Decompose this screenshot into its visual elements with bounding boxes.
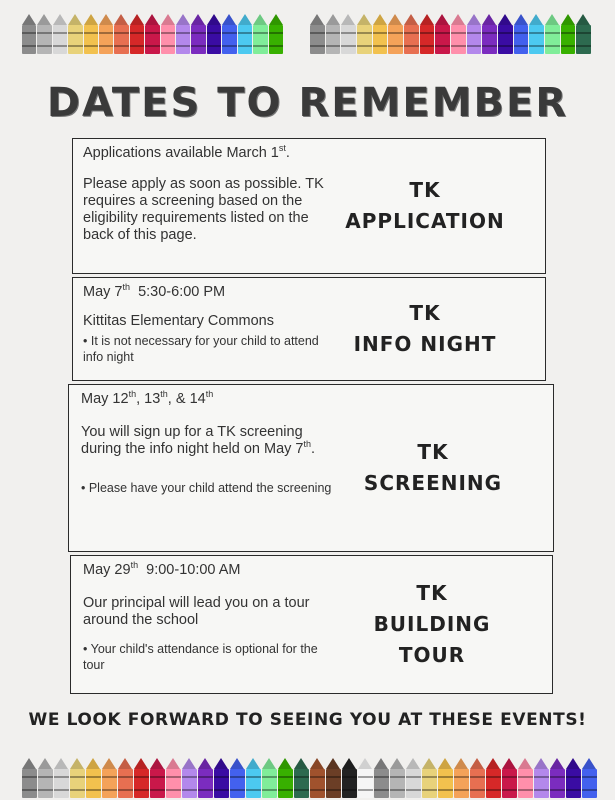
crayon-icon <box>545 14 561 54</box>
crayon-icon <box>326 758 342 798</box>
crayon-icon <box>230 758 246 798</box>
crayon-icon <box>486 758 502 798</box>
crayon-icon <box>214 758 230 798</box>
crayon-icon <box>161 14 176 54</box>
crayon-icon <box>529 14 545 54</box>
crayon-icon <box>198 758 214 798</box>
crayon-icon <box>438 758 454 798</box>
crayon-border-top-right <box>310 14 592 54</box>
crayon-icon <box>207 14 222 54</box>
crayon-icon <box>566 758 582 798</box>
crayon-icon <box>53 14 68 54</box>
crayon-icon <box>145 14 160 54</box>
event-note: • Your child's attendance is optional for the tour <box>83 642 318 672</box>
crayon-icon <box>467 14 483 54</box>
event-description: You will sign up for a TK screening during the info night held on May 7th. <box>81 424 316 457</box>
crayon-icon <box>38 758 54 798</box>
crayon-icon <box>341 14 357 54</box>
crayon-icon <box>166 758 182 798</box>
crayon-icon <box>482 14 498 54</box>
crayon-icon <box>406 758 422 798</box>
crayon-icon <box>518 758 534 798</box>
crayon-icon <box>582 758 598 798</box>
crayon-icon <box>454 758 470 798</box>
crayon-icon <box>534 758 550 798</box>
crayon-icon <box>86 758 102 798</box>
crayon-icon <box>310 14 326 54</box>
crayon-icon <box>262 758 278 798</box>
crayon-icon <box>176 14 191 54</box>
event-date: May 29th 9:00-10:00 AM <box>83 560 241 578</box>
crayon-icon <box>22 758 38 798</box>
crayon-icon <box>514 14 530 54</box>
crayon-icon <box>134 758 150 798</box>
crayon-icon <box>422 758 438 798</box>
crayon-icon <box>576 14 592 54</box>
event-name: TK APPLICATION <box>345 178 505 233</box>
crayon-icon <box>374 758 390 798</box>
crayon-icon <box>269 14 284 54</box>
event-date: May 12th, 13th, & 14th <box>81 389 214 407</box>
event-card-screening <box>68 384 554 552</box>
crayon-icon <box>222 14 237 54</box>
event-details <box>83 562 338 673</box>
crayon-icon <box>102 758 118 798</box>
crayon-icon <box>246 758 262 798</box>
crayon-icon <box>357 14 373 54</box>
event-location: Kittitas Elementary Commons <box>83 313 274 329</box>
crayon-border-bottom <box>22 758 598 798</box>
crayon-icon <box>70 758 86 798</box>
crayon-icon <box>498 14 514 54</box>
crayon-icon <box>294 758 310 798</box>
event-date: Applications available March 1st. <box>83 143 290 161</box>
crayon-icon <box>84 14 99 54</box>
crayon-icon <box>22 14 37 54</box>
event-name: TK BUILDING TOUR <box>373 581 491 667</box>
crayon-icon <box>358 758 374 798</box>
event-note: • It is not necessary for your child to attend info night <box>83 334 319 364</box>
footer-message: WE LOOK FORWARD TO SEEING YOU AT THESE EVENTS! <box>28 710 587 730</box>
event-details <box>81 391 336 496</box>
crayon-icon <box>326 14 342 54</box>
crayon-icon <box>550 758 566 798</box>
crayon-icon <box>470 758 486 798</box>
page-title: DATES TO REMEMBER <box>46 80 569 126</box>
crayon-icon <box>561 14 577 54</box>
event-details <box>83 284 338 365</box>
crayon-icon <box>420 14 436 54</box>
crayon-icon <box>54 758 70 798</box>
event-description: Please apply as soon as possible. TK requires a screening based on the eligibility requirements listed on the back of this page. <box>83 176 324 243</box>
event-description: Our principal will lead you on a tour around the school <box>83 595 310 628</box>
crayon-icon <box>253 14 268 54</box>
crayon-icon <box>191 14 206 54</box>
crayon-icon <box>150 758 166 798</box>
crayon-icon <box>118 758 134 798</box>
event-date: May 7th 5:30-6:00 PM <box>83 282 226 300</box>
crayon-icon <box>502 758 518 798</box>
crayon-icon <box>404 14 420 54</box>
crayon-icon <box>130 14 145 54</box>
event-details <box>83 145 338 244</box>
crayon-icon <box>99 14 114 54</box>
event-name: TK INFO NIGHT <box>353 301 497 356</box>
crayon-icon <box>435 14 451 54</box>
crayon-icon <box>238 14 253 54</box>
crayon-icon <box>390 758 406 798</box>
event-card-building-tour <box>70 555 553 694</box>
crayon-icon <box>182 758 198 798</box>
crayon-icon <box>388 14 404 54</box>
event-name: TK SCREENING <box>363 440 503 495</box>
event-card-info-night <box>72 277 546 381</box>
crayon-border-top-left <box>22 14 284 54</box>
crayon-icon <box>114 14 129 54</box>
crayon-icon <box>451 14 467 54</box>
crayon-icon <box>373 14 389 54</box>
crayon-icon <box>310 758 326 798</box>
crayon-icon <box>278 758 294 798</box>
crayon-icon <box>37 14 52 54</box>
crayon-icon <box>68 14 83 54</box>
event-note: • Please have your child attend the screening <box>81 481 332 495</box>
crayon-icon <box>342 758 358 798</box>
event-card-application <box>72 138 546 274</box>
